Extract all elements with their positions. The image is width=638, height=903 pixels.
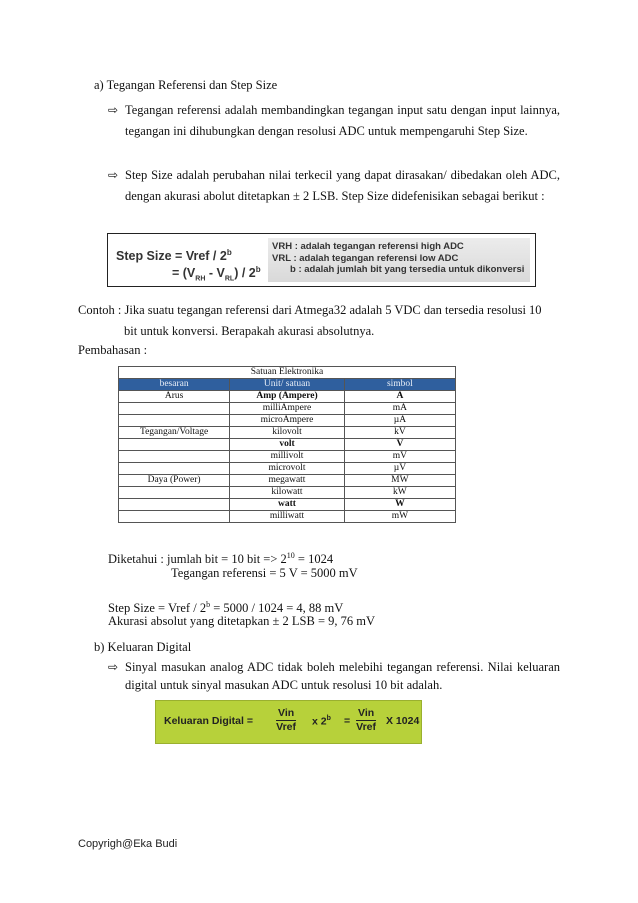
table-cell-unit: kilovolt	[230, 427, 345, 439]
formula-label: Keluaran Digital =	[164, 715, 253, 727]
bullet-tegangan-referensi	[108, 100, 560, 142]
table-cell-besaran	[119, 511, 230, 523]
table-cell-unit: microvolt	[230, 463, 345, 475]
legend-vrh: VRH : adalah tegangan referensi high ADC	[272, 241, 464, 252]
table-row	[119, 391, 456, 403]
table-cell-simbol: µV	[344, 463, 455, 475]
diketahui-sup: 10	[286, 551, 295, 560]
multiplier-text: x 2	[312, 715, 327, 728]
multiplier-sup: b	[326, 715, 331, 722]
formula-line-1-sup: b	[226, 248, 232, 257]
diketahui-text: Diketahui : jumlah bit = 10 bit => 2	[108, 552, 287, 567]
contoh-line-1: Contoh : Jika suatu tegangan referensi dari Atmega32 adalah 5 VDC dan tersedia resolusi 10	[78, 303, 542, 317]
table-cell-besaran	[119, 403, 230, 415]
table-cell-unit: watt	[230, 499, 345, 511]
table-row	[119, 487, 456, 499]
contoh-paragraph	[78, 300, 560, 342]
legend-b: b : adalah jumlah bit yang tersedia untuk dikonversi	[290, 264, 525, 275]
table-row	[119, 475, 456, 487]
formula-line-2-c: ) / 2	[234, 266, 256, 281]
table-cell-unit: Amp (Ampere)	[230, 391, 345, 403]
table-row	[119, 427, 456, 439]
header-besaran: besaran	[119, 379, 230, 391]
denominator-1: Vref	[276, 721, 296, 733]
formula-sub-rl: RL	[224, 275, 235, 283]
header-unit: Unit/ satuan	[230, 379, 345, 391]
section-a-heading: a) Tegangan Referensi dan Step Size	[94, 78, 278, 92]
table-caption: Satuan Elektronika	[119, 367, 456, 379]
table-caption-row	[119, 367, 456, 379]
formula-tail: X 1024	[386, 715, 420, 727]
stepsize-calc-sup: b	[206, 600, 211, 609]
table-cell-simbol: mA	[344, 403, 455, 415]
table-cell-besaran: Arus	[119, 391, 230, 403]
table-cell-unit: kilowatt	[230, 487, 345, 499]
table-row	[119, 511, 456, 523]
diketahui-line-2: Tegangan referensi = 5 V = 5000 mV	[171, 566, 358, 580]
bullet-text: Sinyal masukan analog ADC tidak boleh melebihi tegangan referensi. Nilai keluaran digital untuk sinyal masukan ADC untuk resolusi 10 bit adalah.	[125, 660, 560, 692]
arrow-right-icon: ⇨	[108, 168, 119, 182]
bullet-step-size	[108, 165, 560, 207]
table-row	[119, 403, 456, 415]
step-size-formula	[116, 246, 261, 287]
table-row	[119, 499, 456, 511]
bullet-text: Tegangan referensi adalah membandingkan tegangan input satu dengan input lainnya, tegangan ini dihubungkan dengan resolusi ADC untuk mempengaruhi Step Size.	[125, 103, 560, 138]
table-row	[119, 415, 456, 427]
keluaran-digital-formula	[155, 700, 422, 744]
table-cell-simbol: µA	[344, 415, 455, 427]
bullet-text: Step Size adalah perubahan nilai terkecil yang dapat dirasakan/ dibedakan oleh ADC, dengan akurasi abolut ditetapkan ± 2 LSB. Step Size didefenisikan sebagai berikut :	[125, 168, 560, 203]
legend-vrl: VRL : adalah tegangan referensi low ADC	[272, 252, 459, 264]
pembahasan-label: Pembahasan :	[78, 343, 148, 357]
formula-sub-rh: RH	[195, 275, 206, 283]
table-cell-simbol: MW	[344, 475, 455, 487]
header-simbol: simbol	[344, 379, 455, 391]
formula-line-2-b: - V	[205, 266, 225, 281]
satuan-elektronika-table	[118, 366, 456, 523]
formula-line-2-a: = (V	[172, 266, 196, 281]
numerator-1: Vin	[278, 707, 295, 719]
fraction-1	[276, 707, 296, 734]
diketahui-result: = 1024	[294, 552, 334, 567]
table-cell-simbol: V	[344, 439, 455, 451]
table-cell-besaran	[119, 415, 230, 427]
table-cell-besaran	[119, 451, 230, 463]
table-cell-besaran: Daya (Power)	[119, 475, 230, 487]
stepsize-calc-line-2: Akurasi absolut yang ditetapkan ± 2 LSB = 9, 76 mV	[108, 614, 376, 628]
table-cell-unit: microAmpere	[230, 415, 345, 427]
table-cell-simbol: W	[344, 499, 455, 511]
denominator-2: Vref	[356, 721, 376, 733]
formula-line-1: Step Size = Vref / 2	[116, 249, 227, 264]
step-size-formula-box	[107, 233, 536, 287]
table-cell-besaran: Tegangan/Voltage	[119, 427, 230, 439]
stepsize-calc-result: = 5000 / 1024 = 4, 88 mV	[210, 601, 344, 616]
table-cell-simbol: A	[344, 391, 455, 403]
numerator-2: Vin	[358, 707, 375, 719]
table-cell-unit: millivolt	[230, 451, 345, 463]
arrow-right-icon: ⇨	[108, 103, 119, 117]
table-cell-unit: megawatt	[230, 475, 345, 487]
table-cell-besaran	[119, 439, 230, 451]
footer-copyright: Copyrigh@Eka Budi	[78, 838, 178, 850]
table-cell-simbol: kW	[344, 487, 455, 499]
table-header-row	[119, 379, 456, 391]
multiplier	[312, 715, 331, 728]
table-cell-unit: milliwatt	[230, 511, 345, 523]
table-cell-unit: volt	[230, 439, 345, 451]
section-b-heading: b) Keluaran Digital	[94, 640, 192, 654]
bullet-keluaran-digital	[108, 658, 560, 694]
equals-sign: =	[344, 715, 351, 727]
stepsize-calc-text: Step Size = Vref / 2	[108, 601, 207, 616]
formula-line-2-sup: b	[255, 265, 261, 275]
formula-legend	[268, 238, 530, 282]
table-cell-simbol: kV	[344, 427, 455, 439]
contoh-line-2: bit untuk konversi. Berapakah akurasi absolutnya.	[124, 324, 375, 338]
fraction-2	[356, 707, 376, 734]
table-row	[119, 463, 456, 475]
arrow-right-icon: ⇨	[108, 660, 119, 674]
table-cell-besaran	[119, 499, 230, 511]
table-row	[119, 439, 456, 451]
table-cell-unit: milliAmpere	[230, 403, 345, 415]
table-row	[119, 451, 456, 463]
table-cell-simbol: mV	[344, 451, 455, 463]
table-cell-besaran	[119, 487, 230, 499]
table-cell-besaran	[119, 463, 230, 475]
table-cell-simbol: mW	[344, 511, 455, 523]
